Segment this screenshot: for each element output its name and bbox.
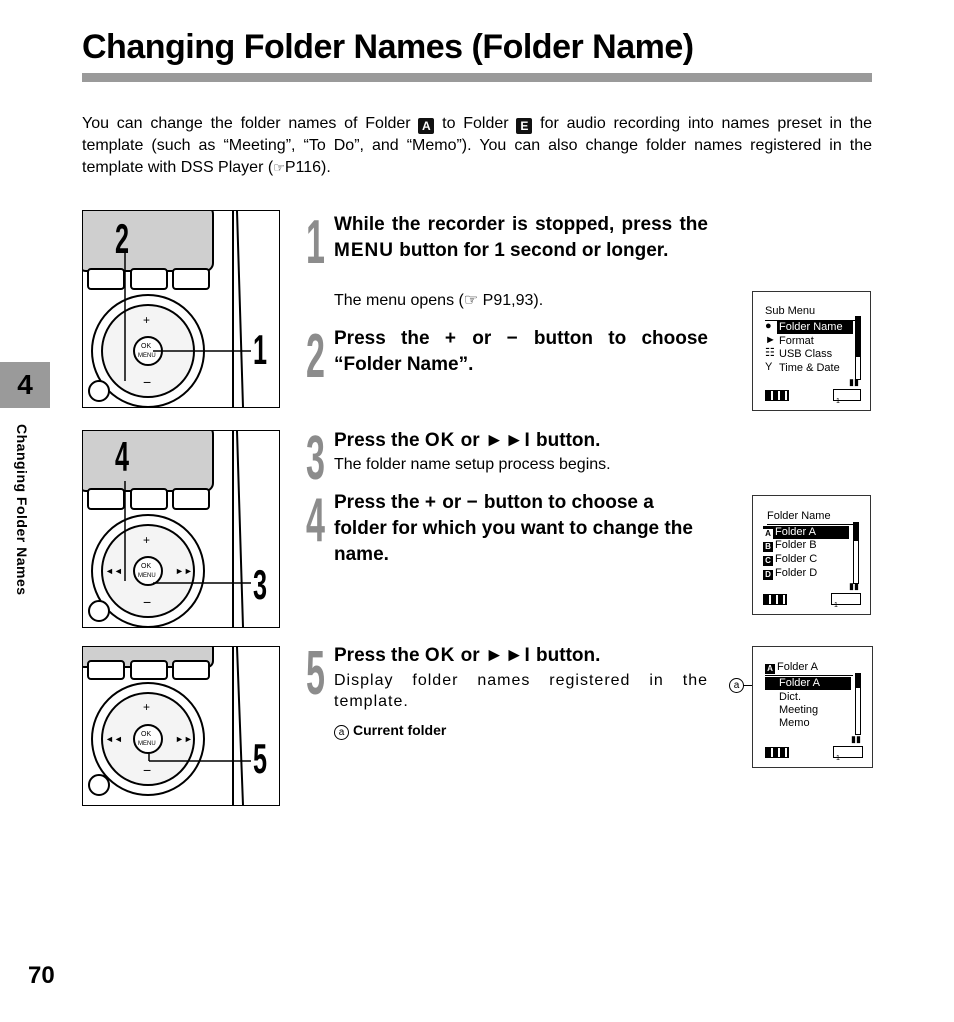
step-5-instruction: [334, 643, 708, 669]
lcd-item: Dict.: [779, 691, 801, 703]
step-2-instruction: [334, 326, 708, 378]
counter-box: [833, 746, 863, 762]
reference-icon: ☞: [463, 292, 479, 309]
page-title: Changing Folder Names (Folder Name): [82, 28, 694, 66]
lcd-item-selected: [763, 526, 849, 539]
step-2-text-or: or: [456, 328, 507, 349]
lcd-item: Format: [779, 335, 814, 347]
marker-a-icon: a: [334, 725, 349, 740]
counter-box: [831, 593, 861, 609]
battery-icon: [765, 747, 789, 758]
step-4-text-end: button to choose a folder for which you want to change the name.: [334, 492, 693, 565]
folder-a-icon: A: [763, 529, 773, 539]
reference-icon: ☞: [273, 160, 285, 175]
intro-text-4: P116).: [284, 159, 331, 176]
ok-key-label: OK: [424, 645, 456, 666]
intro-text-2: to Folder: [434, 115, 517, 132]
step-2-text-end: button to choose “Folder Name”.: [334, 328, 708, 375]
scrollbar: [855, 673, 861, 735]
counter-box: [833, 389, 861, 405]
scrollbar: [855, 316, 861, 380]
fast-forward-icon: ►►: [175, 566, 193, 576]
folder-e-icon: E: [516, 118, 532, 134]
skip-forward-icon: ►►I: [484, 430, 531, 451]
step-3-text: Press the: [334, 430, 425, 451]
recorder-illustration: [83, 647, 279, 805]
lcd-item: [763, 553, 817, 566]
ok-key-label: OK: [141, 563, 152, 570]
recorder-illustration: [83, 211, 279, 407]
lcd-item: USB Class: [779, 348, 833, 360]
lcd-divider: [765, 675, 853, 676]
lcd-divider: [767, 524, 855, 525]
callout-2: 2: [115, 215, 130, 262]
step-4-instruction: [334, 490, 708, 568]
battery-icon: [765, 390, 789, 401]
plus-icon: +: [143, 533, 151, 547]
step-number-5: 5: [306, 639, 325, 708]
step-1-text: While the recorder is stopped, press the: [334, 214, 708, 235]
step-1-note-ref: P91,93).: [478, 292, 544, 309]
lcd-item-label: Folder A: [775, 526, 816, 538]
ok-key-label: OK: [141, 343, 152, 350]
lcd-item: Memo: [779, 717, 810, 729]
counter-value: 1: [836, 398, 840, 405]
step-5-note: Display folder names registered in the template.: [334, 672, 708, 710]
rewind-icon: ◄◄: [105, 566, 123, 576]
lcd-title: Folder Name: [767, 510, 831, 522]
counter-value: 1: [834, 602, 838, 609]
device-photo-1: [82, 210, 280, 408]
plus-icon: +: [143, 313, 151, 327]
step-number-3: 3: [306, 424, 325, 493]
folder-b-icon: B: [763, 542, 773, 552]
step-number-1: 1: [306, 208, 325, 277]
folder-a-icon: A: [765, 664, 775, 674]
minus-icon: −: [466, 492, 479, 513]
callout-1: 1: [253, 326, 268, 373]
battery-icon: [763, 594, 787, 605]
lcd-item: [763, 567, 817, 580]
lcd-item-selected: Folder A: [765, 677, 851, 690]
lcd-folder-name: [752, 495, 871, 615]
step-1-note-text: The menu opens (: [334, 292, 464, 309]
lcd-title: Sub Menu: [765, 305, 816, 317]
callout-4: 4: [115, 433, 130, 480]
lcd-item-selected: Folder Name: [777, 321, 853, 334]
step-5-text-or: or: [455, 645, 485, 666]
lcd-icon-tool: Y: [765, 361, 773, 373]
step-3-text-end: button.: [530, 430, 601, 451]
counter-value: 1: [836, 755, 840, 762]
current-folder-label: Current folder: [353, 722, 447, 738]
folder-c-icon: C: [763, 556, 773, 566]
lcd-item: Time & Date: [779, 362, 840, 374]
plus-icon: +: [424, 492, 437, 513]
device-photo-3: [82, 646, 280, 806]
chapter-label: Changing Folder Names: [14, 424, 30, 596]
lcd-icon-list: ☷: [765, 347, 775, 359]
lcd-item: Meeting: [779, 704, 819, 716]
lcd-title-label: Folder A: [777, 661, 818, 673]
recorder-illustration: [83, 431, 279, 627]
chapter-number: 4: [17, 369, 33, 400]
step-5-text-end: button.: [530, 645, 601, 666]
minus-icon: −: [506, 328, 519, 349]
step-4-text-or: or: [436, 492, 467, 513]
folder-d-icon: D: [763, 570, 773, 580]
microphone-icon: ▮▮: [851, 734, 861, 744]
step-2-text: Press the: [334, 328, 445, 349]
lcd-sub-menu: [752, 291, 871, 411]
step-3-instruction: [334, 428, 708, 454]
step-1-text-end: button for 1 second or longer.: [393, 240, 669, 261]
lcd-item-label: Folder C: [775, 553, 818, 565]
minus-icon: −: [143, 594, 152, 610]
step-4-text: Press the: [334, 492, 425, 513]
fast-forward-icon: ►►: [175, 734, 193, 744]
page-number: 70: [28, 962, 55, 989]
step-number-4: 4: [306, 486, 325, 555]
plus-icon: +: [444, 328, 457, 349]
rewind-icon: ◄◄: [105, 734, 123, 744]
minus-icon: −: [143, 762, 152, 778]
step-3-text-or: or: [455, 430, 485, 451]
current-folder-note: [334, 722, 446, 740]
lcd-item-label: Folder B: [775, 539, 817, 551]
menu-key-label: MENU: [334, 240, 394, 261]
minus-icon: −: [143, 374, 152, 390]
menu-key-label: MENU: [138, 741, 156, 747]
lcd-template: [752, 646, 873, 768]
microphone-icon: ▮▮: [849, 377, 859, 387]
ok-key-label: OK: [141, 731, 152, 738]
lcd-title: [765, 661, 818, 674]
folder-a-icon: A: [418, 118, 434, 134]
lcd-item-label: Folder D: [775, 567, 818, 579]
step-1-instruction: [334, 212, 708, 264]
microphone-icon: ▮▮: [849, 581, 859, 591]
skip-forward-icon: ►►I: [484, 645, 531, 666]
marker-a-icon: a: [729, 678, 744, 693]
scrollbar: [853, 522, 859, 584]
ok-key-label: OK: [424, 430, 456, 451]
step-3-note: The folder name setup process begins.: [334, 456, 611, 473]
step-1-note: [334, 290, 708, 311]
menu-key-label: MENU: [138, 353, 156, 359]
device-photo-2: [82, 430, 280, 628]
plus-icon: +: [143, 700, 151, 714]
lcd-icon-play: ►: [765, 334, 776, 346]
lcd-icon-record: ●: [765, 320, 772, 332]
title-rule: [82, 73, 872, 82]
menu-key-label: MENU: [138, 573, 156, 579]
lcd-item: [763, 539, 817, 552]
intro-text-1: You can change the folder names of Folder: [82, 115, 419, 132]
callout-3: 3: [253, 561, 268, 608]
step-5-text: Press the: [334, 645, 425, 666]
intro-paragraph: [82, 113, 872, 179]
step-number-2: 2: [306, 322, 325, 391]
intro-text-3: for audio recording into names preset in the template (such as “Meeting”, “To Do”, and “Memo”). You can also change folder names registered in the template with DSS Player (: [82, 115, 873, 176]
callout-5: 5: [253, 735, 268, 782]
